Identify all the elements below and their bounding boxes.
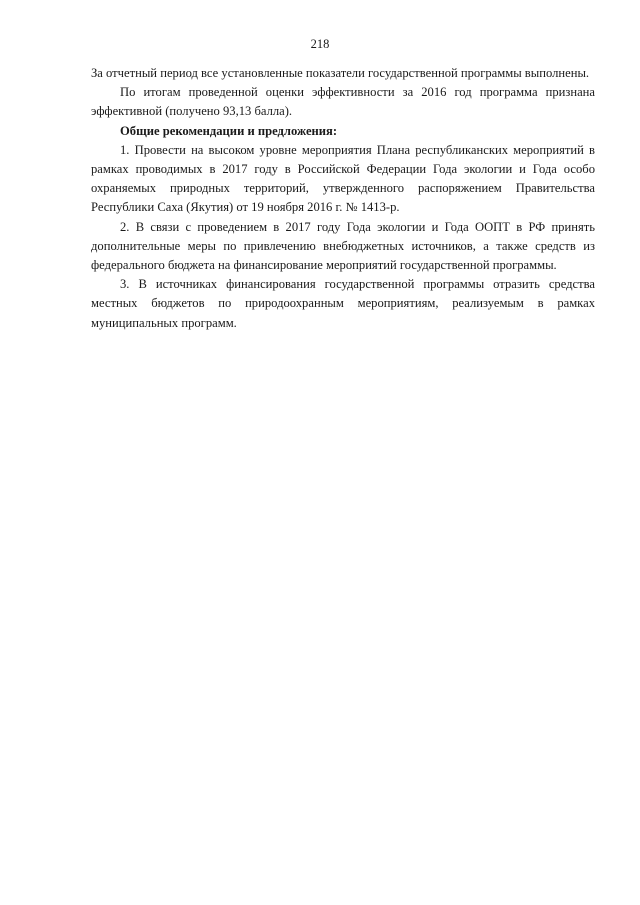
document-body xyxy=(91,64,595,333)
section-heading-recommendations: Общие рекомендации и предложения: xyxy=(120,123,338,138)
recommendation-item-1: 1. Провести на высоком уровне мероприятия Плана республиканских мероприятий в рамках проводимых в 2017 году в Российской Федерации Года экологии и Года особо охраняемых природных территорий, утвержденного распоряжением Правительства Республики Саха (Якутия) от 19 ноября 2016 г. № 1413-р. xyxy=(91,142,595,215)
page-number: 218 xyxy=(310,37,330,51)
recommendation-item-2: 2. В связи с проведением в 2017 году Года экологии и Года ООПТ в РФ принять дополнительные меры по привлечению внебюджетных источников, а также средств из федерального бюджета на финансирование мероприятий государственной программы. xyxy=(91,219,595,273)
recommendation-item-3: 3. В источниках финансирования государственной программы отразить средства местных бюджетов по природоохранным мероприятиям, реализуемым в рамках муниципальных программ. xyxy=(91,277,595,330)
paragraph-evaluation: По итогам проведенной оценки эффективности за 2016 год программа признана эффективной (получено 93,13 балла). xyxy=(91,85,595,119)
paragraph-results: За отчетный период все установленные показатели государственной программы выполнены. xyxy=(91,66,590,80)
